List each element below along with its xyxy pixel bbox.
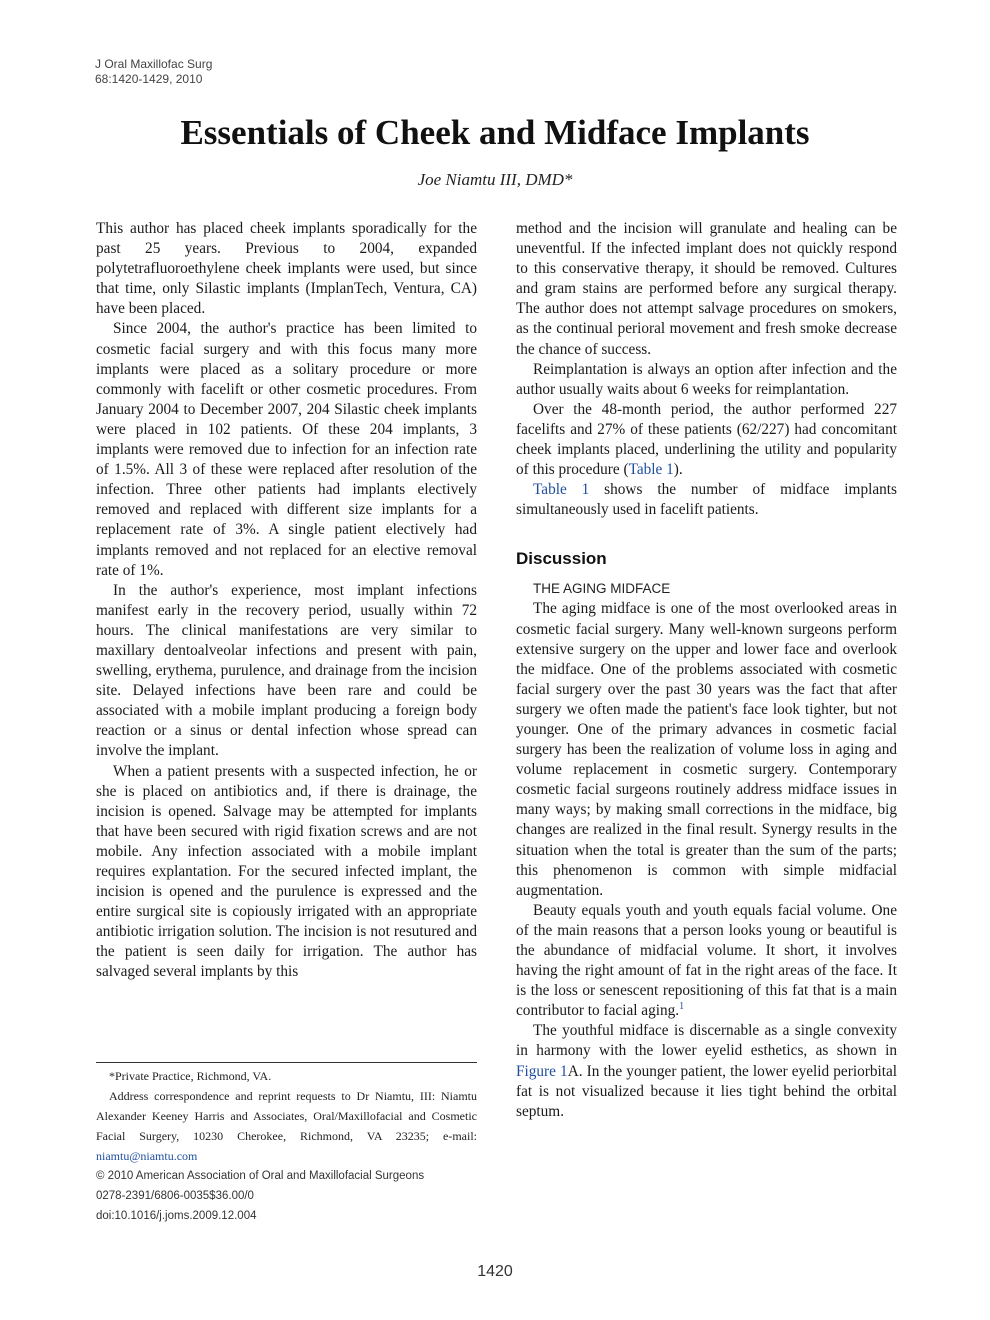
left-paragraph-4: When a patient presents with a suspected infection, he or she is placed on antibiotics and, if there is drainage, the incision is opened. Salvage may be attempted for implants that have been secured with rigid fixation screws and are not mobile. Any infection associated with a mobile implant requires explantation. For the secured infected implant, the incision is opened and the purulence is expressed and the entire surgical site is copiously irrigated with an appropriate antibiotic irrigation solution. The incision is not resutured and the patient is seen daily for irrigation. The author has salvaged several implants by this [96, 762, 477, 981]
right-paragraph-7-text: The youthful midface is discernable as a single convexity in harmony with the lower eyelid esthetics, as shown in [516, 1022, 897, 1060]
footnote-affiliation: *Private Practice, Richmond, VA. [109, 1069, 272, 1083]
right-column [516, 219, 897, 1122]
right-paragraph-4 [516, 480, 897, 520]
left-paragraph-3: In the author's experience, most implant infections manifest early in the recovery period, usually within 72 hours. The clinical manifestations are very similar to maxillary dentoalveolar infections and present with pain, swelling, erythema, purulence, and drainage from the incision site. Delayed infections have been rare and could be associated with a mobile implant producing a foreign body reaction or a sinus or dental infection whose spread can involve the implant. [96, 581, 477, 760]
footnote-copyright: © 2010 American Association of Oral and Maxillofacial Surgeons [96, 1170, 425, 1182]
table-1-link[interactable]: Table 1 [628, 461, 674, 479]
right-paragraph-3 [516, 400, 897, 480]
article-author: Joe Niamtu III, DMD* [417, 170, 573, 189]
email-link[interactable]: niamtu@niamtu.com [96, 1149, 198, 1163]
journal-header [95, 57, 212, 87]
right-paragraph-4-text: shows the number of midface implants simultaneously used in facelift patients. [516, 481, 897, 519]
right-paragraph-3-end: ). [673, 461, 683, 479]
right-paragraph-6 [516, 901, 897, 1022]
left-column [96, 219, 477, 983]
right-paragraph-5: The aging midface is one of the most overlooked areas in cosmetic facial surgery. Many well-known surgeons perform extensive surgery on the upper and lower face and overlook the midface. One of the problems associated with cosmetic facial surgery over the past 30 years was the fact that after surgery we often made the patient's face look tighter, but not younger. One of the primary advances in cosmetic facial surgery has been the realization of volume loss in aging and volume replacement in cosmetic surgery. Contemporary cosmetic facial surgeons routinely address midface issues in many ways; by making small corrections in the midface, big changes are realized in the final result. Synergy results in the situation when the total is greater than the sum of the parts; this phenomenon is common with simple midfacial augmentation. [516, 600, 897, 899]
footnote-issn: 0278-2391/6806-0035$36.00/0 [96, 1190, 254, 1202]
page-number: 1420 [477, 1263, 513, 1280]
footnote-address-text: Address correspondence and reprint requests to Dr Niamtu, III: Niamtu Alexander Keeney Harris and Associates, Oral/Maxillofacial and Cosmetic Facial Surgery, 10230 Cherokee, Richmond, VA 23235; e-mail: [96, 1089, 477, 1143]
figure-1-link[interactable]: Figure 1 [516, 1062, 568, 1080]
left-paragraph-2: Since 2004, the author's practice has been limited to cosmetic facial surgery and with this focus many more implants were placed as a solitary procedure or more commonly with facelift or other cosmetic procedures. From January 2004 to December 2007, 204 Silastic cheek implants were placed in 102 patients. Of these 204 implants, 3 implants were removed due to infection for an infection rate of 1.5%. All 3 of these were replaced after resolution of the infection. Three other patients had implants electively removed and replaced with different size implants for a replacement rate of 3%. A single patient electively had implants removed and not replaced for an elective removal rate of 1%. [96, 320, 477, 579]
footnote-doi: doi:10.1016/j.joms.2009.12.004 [96, 1210, 257, 1222]
footnotes [96, 1066, 477, 1226]
article-title: Essentials of Cheek and Midface Implants [180, 113, 810, 152]
table-1-link-2[interactable]: Table 1 [533, 481, 590, 499]
subsection-heading-aging-midface: THE AGING MIDFACE [533, 581, 671, 597]
right-paragraph-1: method and the incision will granulate and healing can be uneventful. If the infected implant does not quickly respond to this conservative therapy, it should be removed. Cultures and gram stains are performed before any surgical therapy. The author does not attempt salvage procedures on smokers, as the continual perioral movement and fresh smoke decrease the chance of success. [516, 220, 897, 358]
right-paragraph-6-text: Beauty equals youth and youth equals facial volume. One of the main reasons that a person looks young or beautiful is the abundance of midfacial volume. It short, it involves having the right amount of fat in the right areas of the face. It is the loss or senescent repositioning of this fat that is a main contributor to facial aging. [516, 901, 897, 1020]
journal-citation: 68:1420-1429, 2010 [95, 72, 203, 86]
reference-1-link[interactable]: 1 [679, 1001, 685, 1013]
right-paragraph-7 [516, 1021, 897, 1121]
right-paragraph-2: Reimplantation is always an option after infection and the author usually waits about 6 weeks for reimplantation. [516, 360, 897, 398]
right-paragraph-3-text: Over the 48-month period, the author performed 227 facelifts and 27% of these patients (62/227) had concomitant cheek implants placed, underlining the utility and popularity of this procedure ( [516, 400, 897, 479]
left-paragraph-1: This author has placed cheek implants sporadically for the past 25 years. Previous to 2004, expanded polytetrafluoroethylene cheek implants were used, but since that time, only Silastic implants (ImplanTech, Ventura, CA) have been placed. [96, 220, 477, 318]
footnote-divider [96, 1062, 477, 1063]
journal-name: J Oral Maxillofac Surg [95, 57, 213, 71]
section-heading-discussion: Discussion [516, 549, 607, 569]
right-paragraph-7-end: A. In the younger patient, the lower eyelid periorbital fat is not visualized because it lies tight behind the orbital septum. [516, 1062, 898, 1120]
footnote-address [96, 1086, 477, 1166]
